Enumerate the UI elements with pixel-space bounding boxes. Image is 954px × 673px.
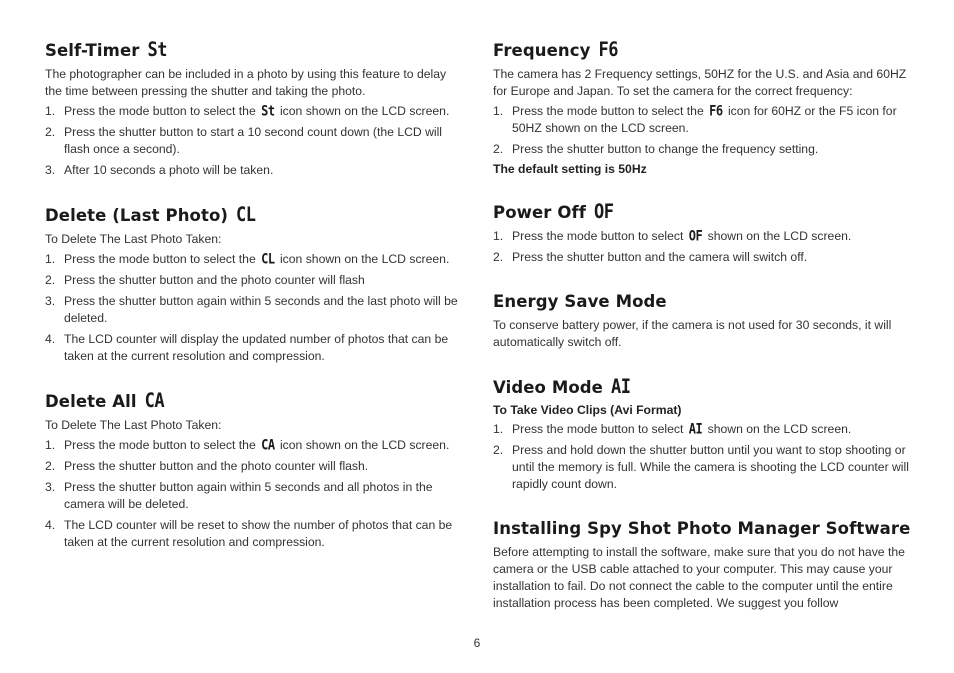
page-number: 6 bbox=[473, 636, 481, 650]
default-setting-note: The default setting is 50Hz bbox=[493, 162, 647, 176]
list-item bbox=[45, 437, 465, 454]
delete-last-heading bbox=[45, 205, 465, 225]
delete-last-section bbox=[45, 205, 465, 365]
list-item bbox=[493, 249, 913, 266]
list-item bbox=[45, 517, 465, 551]
step-number: 2. bbox=[493, 250, 504, 264]
self-timer-intro: The photographer can be included in a photo by using this feature to delay the time between pressing the shutter and taking the photo. bbox=[45, 67, 447, 98]
frequency-lcd-icon: F6 bbox=[709, 102, 723, 119]
step-number: 2. bbox=[493, 443, 504, 457]
delete-last-lcd-icon: CL bbox=[236, 203, 256, 227]
step-number: 2. bbox=[45, 125, 56, 139]
list-item bbox=[493, 421, 913, 438]
delete-all-lcd-icon: CA bbox=[261, 436, 275, 453]
frequency-title: Frequency bbox=[493, 40, 591, 60]
installing-section bbox=[493, 519, 913, 612]
list-item bbox=[45, 293, 465, 327]
list-item bbox=[45, 251, 465, 268]
video-mode-section bbox=[493, 377, 913, 493]
step-number: 1. bbox=[493, 104, 504, 118]
list-item bbox=[45, 103, 465, 120]
step-number: 1. bbox=[493, 422, 504, 436]
delete-all-lcd-icon: CA bbox=[144, 389, 165, 413]
delete-last-steps bbox=[45, 251, 465, 365]
installing-title: Installing Spy Shot Photo Manager Software bbox=[493, 519, 911, 538]
frequency-intro: The camera has 2 Frequency settings, 50HZ for the U.S. and Asia and 60HZ for Europe and Japan. To set the camera for the correct frequency: bbox=[493, 67, 907, 98]
frequency-heading bbox=[493, 40, 913, 60]
energy-save-intro: To conserve battery power, if the camera is not used for 30 seconds, it will automatically switch off. bbox=[493, 318, 892, 349]
list-item bbox=[45, 479, 465, 513]
self-timer-section bbox=[45, 40, 465, 179]
video-mode-subtitle: To Take Video Clips (Avi Format) bbox=[493, 403, 682, 417]
self-timer-title: Self-Timer bbox=[45, 40, 140, 60]
list-item bbox=[45, 331, 465, 365]
installing-heading bbox=[493, 519, 913, 538]
power-off-heading bbox=[493, 202, 913, 222]
step-text: shown on the LCD screen. bbox=[704, 422, 852, 436]
step-text: Press the mode button to select the bbox=[64, 252, 260, 266]
step-text: Press the shutter button to start a 10 second count down (the LCD will flash once a second). bbox=[64, 125, 443, 156]
step-number: 2. bbox=[45, 273, 56, 287]
step-text: The LCD counter will display the updated number of photos that can be taken at the current resolution and compression. bbox=[64, 332, 449, 363]
step-number: 3. bbox=[45, 294, 56, 308]
frequency-steps bbox=[493, 103, 913, 158]
installing-intro: Before attempting to install the software, make sure that you do not have the camera or the USB cable attached to your computer. This may cause your installation to fail. Do not connect the cable to the computer until the entire installation process has been completed. We suggest you follow bbox=[493, 545, 905, 610]
step-text: Press and hold down the shutter button until you want to stop shooting or until the memory is full. While the camera is shooting the LCD counter will rapidly count down. bbox=[512, 443, 909, 491]
power-off-lcd-icon: OF bbox=[688, 227, 703, 244]
frequency-section bbox=[493, 40, 913, 176]
step-text: Press the mode button to select bbox=[512, 422, 687, 436]
power-off-lcd-icon: OF bbox=[594, 200, 614, 224]
step-number: 1. bbox=[493, 229, 504, 243]
energy-save-heading bbox=[493, 292, 913, 311]
step-text: Press the mode button to select bbox=[512, 229, 687, 243]
step-text: icon shown on the LCD screen. bbox=[276, 252, 450, 266]
list-item bbox=[493, 141, 913, 158]
step-text: Press the shutter button again within 5 seconds and all photos in the camera will be deleted. bbox=[64, 480, 433, 511]
step-text: Press the shutter button and the photo counter will flash bbox=[64, 273, 365, 287]
list-item bbox=[493, 103, 913, 137]
list-item bbox=[45, 272, 465, 289]
step-text: icon for 60HZ or the F5 icon for 50HZ shown on the LCD screen. bbox=[512, 104, 897, 135]
frequency-lcd-icon: F6 bbox=[598, 38, 618, 62]
power-off-steps bbox=[493, 228, 913, 266]
delete-all-title: Delete All bbox=[45, 391, 137, 411]
right-column bbox=[493, 40, 913, 638]
energy-save-title: Energy Save Mode bbox=[493, 292, 667, 311]
step-text: The LCD counter will be reset to show the number of photos that can be taken at the current resolution and compression. bbox=[64, 518, 453, 549]
step-text: icon shown on the LCD screen. bbox=[276, 104, 450, 118]
self-timer-lcd-icon: St bbox=[147, 38, 167, 62]
list-item bbox=[45, 458, 465, 475]
left-column bbox=[45, 40, 465, 577]
video-mode-lcd-icon: AI bbox=[610, 375, 631, 399]
step-text: Press the mode button to select the bbox=[64, 438, 260, 452]
list-item bbox=[493, 442, 913, 493]
self-timer-steps bbox=[45, 103, 465, 179]
video-mode-lcd-icon: AI bbox=[688, 420, 703, 437]
step-text: After 10 seconds a photo will be taken. bbox=[64, 163, 274, 177]
step-number: 1. bbox=[45, 252, 56, 266]
self-timer-heading bbox=[45, 40, 465, 60]
step-text: Press the shutter button again within 5 seconds and the last photo will be deleted. bbox=[64, 294, 458, 325]
video-mode-steps bbox=[493, 421, 913, 493]
self-timer-lcd-icon: St bbox=[261, 102, 275, 119]
delete-last-intro: To Delete The Last Photo Taken: bbox=[45, 232, 222, 246]
step-number: 1. bbox=[45, 104, 56, 118]
list-item bbox=[493, 228, 913, 245]
delete-all-section bbox=[45, 391, 465, 551]
delete-all-heading bbox=[45, 391, 465, 411]
step-text: Press the shutter button to change the frequency setting. bbox=[512, 142, 819, 156]
step-number: 1. bbox=[45, 438, 56, 452]
step-text: Press the shutter button and the photo counter will flash. bbox=[64, 459, 369, 473]
delete-all-intro: To Delete The Last Photo Taken: bbox=[45, 418, 222, 432]
delete-last-lcd-icon: CL bbox=[261, 250, 275, 267]
step-text: shown on the LCD screen. bbox=[704, 229, 852, 243]
step-number: 2. bbox=[493, 142, 504, 156]
video-mode-heading bbox=[493, 377, 913, 397]
step-text: Press the mode button to select the bbox=[64, 104, 260, 118]
step-text: Press the mode button to select the bbox=[512, 104, 708, 118]
delete-all-steps bbox=[45, 437, 465, 551]
step-text: icon shown on the LCD screen. bbox=[276, 438, 450, 452]
power-off-section bbox=[493, 202, 913, 266]
step-number: 4. bbox=[45, 518, 56, 532]
energy-save-section bbox=[493, 292, 913, 351]
step-number: 3. bbox=[45, 480, 56, 494]
video-mode-title: Video Mode bbox=[493, 377, 603, 397]
step-number: 4. bbox=[45, 332, 56, 346]
step-text: Press the shutter button and the camera will switch off. bbox=[512, 250, 808, 264]
step-number: 2. bbox=[45, 459, 56, 473]
list-item bbox=[45, 124, 465, 158]
step-number: 3. bbox=[45, 163, 56, 177]
list-item bbox=[45, 162, 465, 179]
delete-last-title: Delete (Last Photo) bbox=[45, 205, 229, 225]
power-off-title: Power Off bbox=[493, 202, 587, 222]
